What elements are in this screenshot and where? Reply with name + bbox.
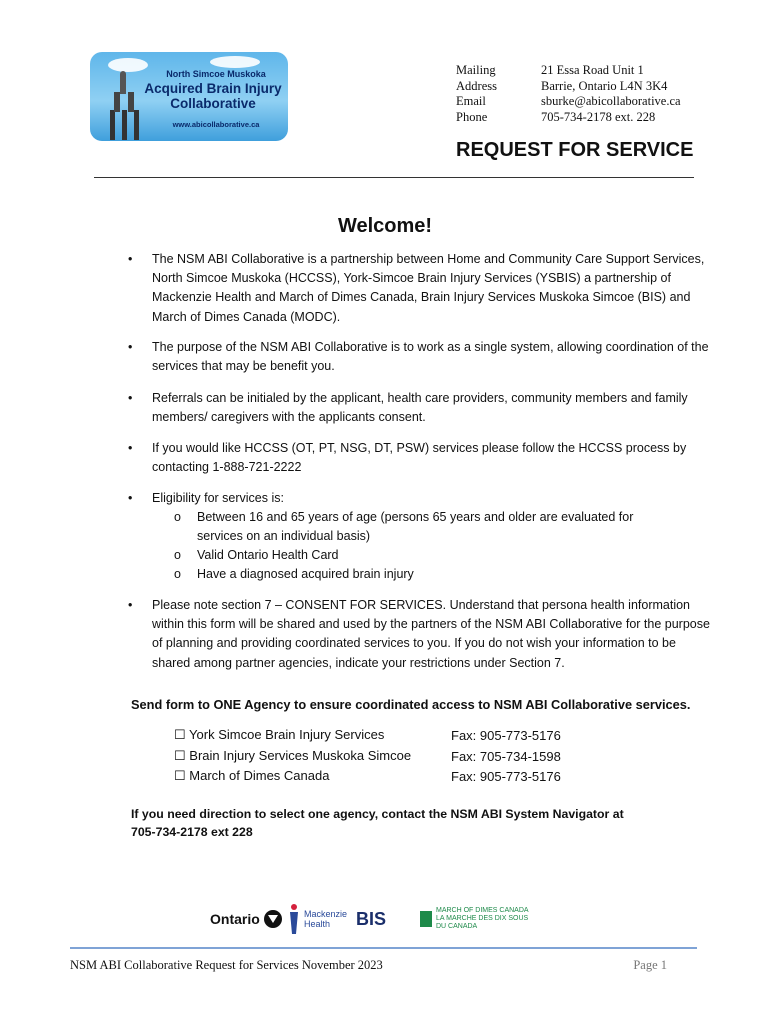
page-number: Page 1 <box>633 958 667 972</box>
agency-fax: Fax: 705-734-1598 <box>451 749 561 764</box>
person-icon <box>287 903 301 935</box>
contact-label: Address <box>456 78 497 93</box>
bis-wordmark: BIS <box>356 908 387 929</box>
circle-bullet-icon: o <box>174 567 181 581</box>
list-item-text: Please note section 7 – CONSENT FOR SERVICES. Understand that persona health information within this form will be shared and used by the partners of the NSM ABI Collaborative for the purpose of planning and providing coordinated services to you. If you do not wish your information to be shared among partner agencies, indicate your restrictions under Section 7. <box>152 598 710 670</box>
agency-name: York Simcoe Brain Injury Services <box>189 727 385 742</box>
bullet-icon: • <box>128 340 133 354</box>
agency-fax: Fax: 905-773-5176 <box>451 728 561 743</box>
sub-list-item-text: Have a diagnosed acquired brain injury <box>197 567 414 581</box>
contact-value: Barrie, Ontario L4N 3K4 <box>541 78 668 93</box>
send-heading: Send form to ONE Agency to ensure coordinated access to NSM ABI Collaborative services. <box>131 697 691 712</box>
trillium-icon <box>263 909 283 929</box>
bullet-icon: • <box>128 391 133 405</box>
direction-note: If you need direction to select one agency, contact the NSM ABI System Navigator at 705-734-2178 ext 228 <box>131 807 624 839</box>
list-item-text: The NSM ABI Collaborative is a partnership between Home and Community Care Support Services, North Simcoe Muskoka (HCCSS), York-Simcoe Brain Injury Services (YSBIS) a partnership of Mackenzie Health and March of Dimes Canada, Brain Injury Services Muskoka Simcoe (BIS) and March of Dimes Canada (MODC). <box>152 252 705 324</box>
agency-option[interactable] <box>174 727 384 743</box>
logo-line2: Acquired Brain Injury Collaborative <box>144 81 282 111</box>
modc-wordmark: MARCH OF DIMES CANADA LA MARCHE DES DIX SOUS DU CANADA <box>436 907 529 930</box>
contact-label: Mailing <box>456 63 496 77</box>
bullet-icon: • <box>128 598 133 612</box>
ontario-wordmark: Ontario <box>210 911 260 927</box>
bullet-icon: • <box>128 491 133 505</box>
modc-emblem-icon <box>420 911 432 927</box>
divider <box>94 177 694 178</box>
contact-label: Phone <box>456 109 488 124</box>
list-item-text: Referrals can be initialed by the applicant, health care providers, community members and family members/ caregivers with the applicants consent. <box>152 391 688 425</box>
checkbox-icon[interactable]: ☐ <box>174 748 186 763</box>
agency-name: Brain Injury Services Muskoka Simcoe <box>189 748 412 763</box>
page-title: REQUEST FOR SERVICE <box>456 139 694 161</box>
agency-option[interactable] <box>174 768 329 784</box>
agency-name: March of Dimes Canada <box>189 768 330 783</box>
sub-list-item-text: Valid Ontario Health Card <box>197 548 339 562</box>
bullet-icon: • <box>128 252 133 266</box>
welcome-heading: Welcome! <box>337 215 433 237</box>
footer-text: NSM ABI Collaborative Request for Services November 2023 <box>70 958 383 972</box>
logo-line1: North Simcoe Muskoka <box>166 69 266 79</box>
mackenzie-health-logo <box>287 900 348 938</box>
email-link[interactable]: sburke@abicollaborative.ca <box>541 94 681 108</box>
circle-bullet-icon: o <box>174 510 181 524</box>
checkbox-icon[interactable]: ☐ <box>174 768 186 783</box>
contact-info <box>456 63 681 125</box>
circle-bullet-icon: o <box>174 548 181 562</box>
agency-option[interactable] <box>174 748 411 764</box>
contact-label: Email <box>456 94 486 108</box>
march-of-dimes-logo <box>420 900 531 938</box>
list-item-text: Eligibility for services is: <box>152 491 284 505</box>
checkbox-icon[interactable]: ☐ <box>174 727 186 742</box>
contact-value: 705-734-2178 ext. 228 <box>541 109 656 124</box>
agency-fax: Fax: 905-773-5176 <box>451 769 561 784</box>
bis-logo <box>356 900 386 938</box>
sub-list-item-text: Between 16 and 65 years of age (persons 65 years and older are evaluated for services on an individual basis) <box>197 510 634 543</box>
footer-divider <box>70 947 697 949</box>
abi-collaborative-logo <box>90 52 288 141</box>
bullet-icon: • <box>128 441 133 455</box>
contact-value: 21 Essa Road Unit 1 <box>541 63 644 77</box>
list-item-text: The purpose of the NSM ABI Collaborative is to work as a single system, allowing coordination of the services that may be benefit you. <box>152 340 709 374</box>
logo-url: www.abicollaborative.ca <box>172 120 260 129</box>
list-item-text: If you would like HCCSS (OT, PT, NSG, DT, PSW) services please follow the HCCSS process by contacting 1-888-721-2222 <box>152 441 687 475</box>
mackenzie-wordmark: Mackenzie Health <box>304 909 348 929</box>
ontario-logo <box>210 900 283 938</box>
